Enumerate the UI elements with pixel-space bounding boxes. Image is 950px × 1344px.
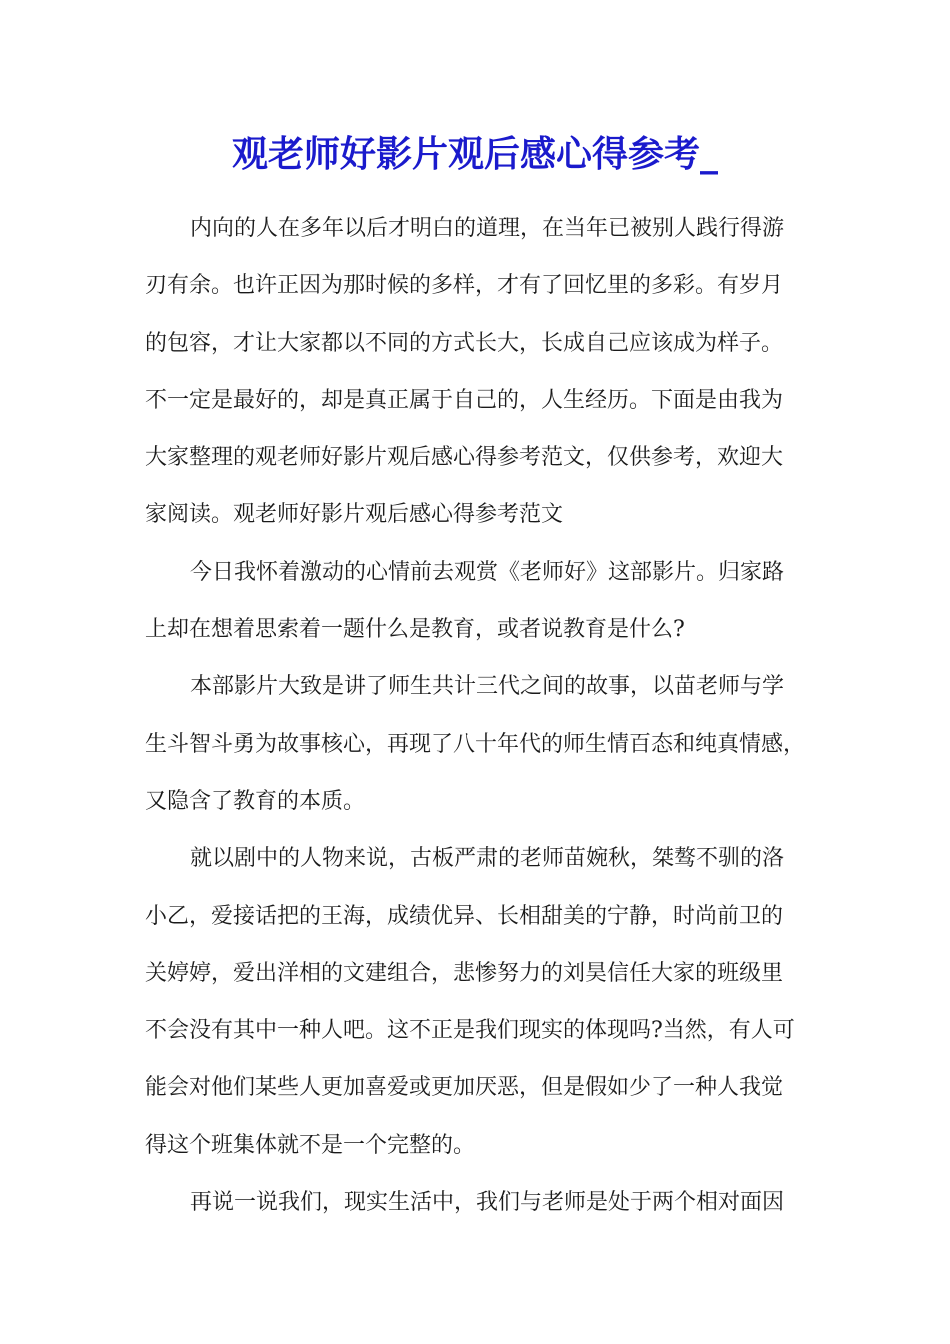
text-line: 本部影片大致是讲了师生共计三代之间的故事，以苗老师与学 bbox=[190, 674, 785, 700]
text-line: 小乙，爱接话把的王海，成绩优异、长相甜美的宁静，时尚前卫的 bbox=[145, 903, 784, 929]
text-line: 今日我怀着激动的心情前去观赏《老师好》这部影片。归家路 bbox=[190, 559, 785, 585]
document-title: 观老师好影片观后感心得参考_ bbox=[231, 133, 718, 175]
text-line: 不会没有其中一种人吧。这不正是我们现实的体现吗?当然，有人可 bbox=[145, 1018, 795, 1044]
text-line: 得这个班集体就不是一个完整的。 bbox=[145, 1132, 476, 1158]
text-line: 上却在想着思索着一题什么是教育，或者说教育是什么? bbox=[145, 617, 685, 643]
text-line: 关婷婷，爱出洋相的文建组合，悲惨努力的刘昊信任大家的班级里 bbox=[145, 960, 784, 986]
text-line: 又隐含了教育的本质。 bbox=[145, 788, 366, 814]
document-body bbox=[145, 200, 807, 1231]
text-line: 的包容，才让大家都以不同的方式长大，长成自己应该成为样子。 bbox=[145, 330, 784, 356]
text-line: 就以剧中的人物来说，古板严肃的老师苗婉秋，桀骜不驯的洛 bbox=[190, 846, 785, 872]
text-line: 不一定是最好的，却是真正属于自己的，人生经历。下面是由我为 bbox=[145, 387, 784, 413]
text-line: 家阅读。观老师好影片观后感心得参考范文 bbox=[145, 502, 564, 528]
text-line: 刃有余。也许正因为那时候的多样，才有了回忆里的多彩。有岁月 bbox=[145, 273, 784, 299]
text-line: 内向的人在多年以后才明白的道理，在当年已被别人践行得游 bbox=[190, 216, 785, 241]
text-line: 大家整理的观老师好影片观后感心得参考范文，仅供参考，欢迎大 bbox=[145, 445, 784, 471]
text-line: 能会对他们某些人更加喜爱或更加厌恶，但是假如少了一种人我觉 bbox=[145, 1075, 784, 1101]
text-line: 再说一说我们，现实生活中，我们与老师是处于两个相对面因 bbox=[190, 1190, 785, 1216]
text-line: 生斗智斗勇为故事核心，再现了八十年代的师生情百态和纯真情感， bbox=[145, 731, 806, 757]
